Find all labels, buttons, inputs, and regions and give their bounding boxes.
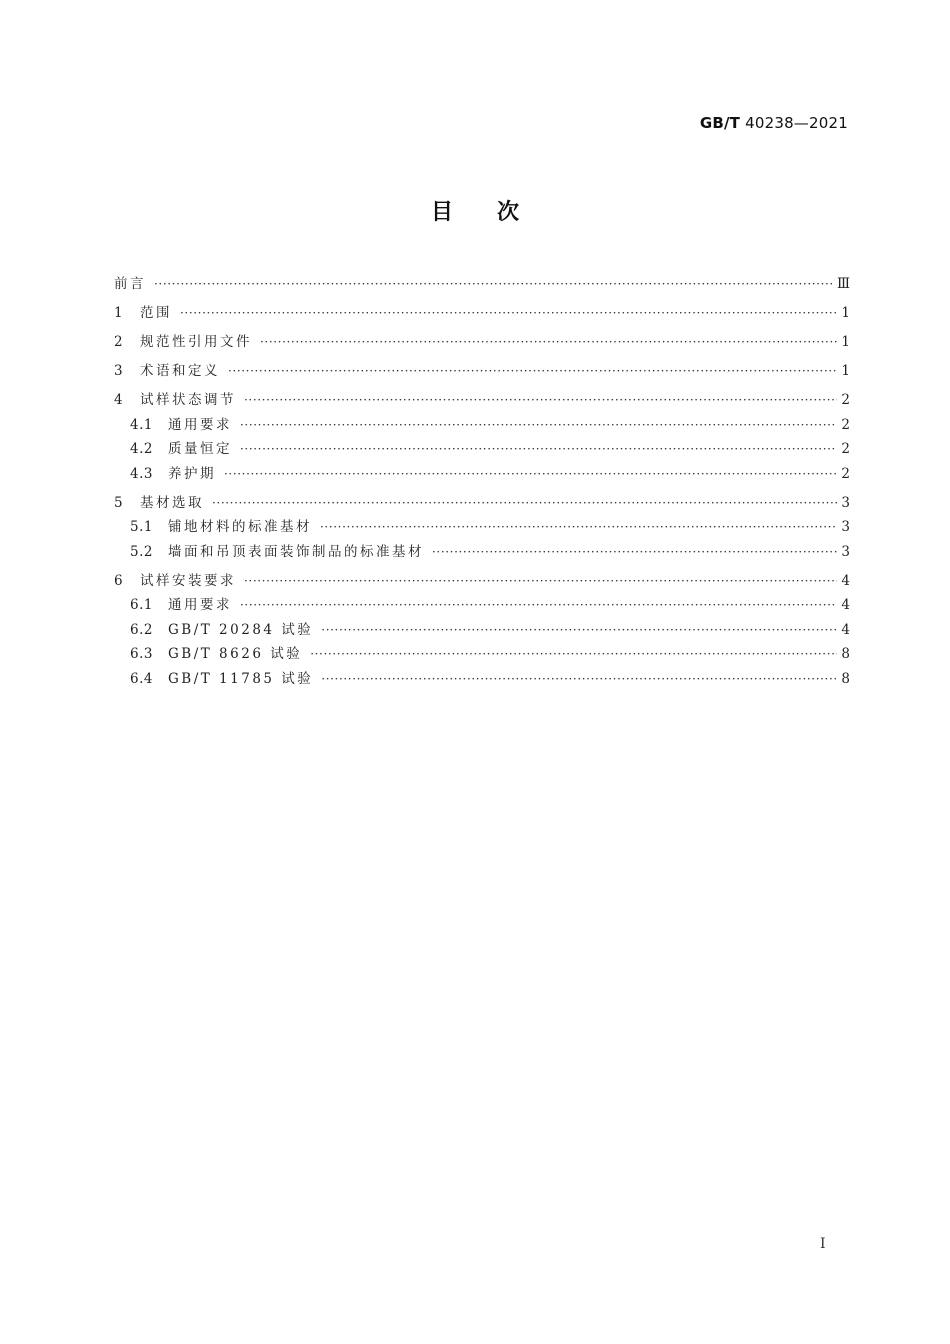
toc-dot-leader bbox=[321, 667, 837, 692]
toc-dot-leader bbox=[244, 388, 837, 413]
toc-entry-number: 6.1 bbox=[130, 597, 153, 613]
toc-entry-page: 4 bbox=[841, 621, 850, 638]
toc-entry[interactable] bbox=[114, 388, 850, 413]
toc-entry[interactable] bbox=[114, 540, 850, 565]
toc-dot-leader bbox=[260, 330, 837, 355]
toc-entry-number: 3 bbox=[114, 363, 124, 379]
toc-entry-number: 5.2 bbox=[130, 543, 153, 560]
toc-entry-page: 2 bbox=[841, 392, 850, 408]
toc-entry-label: 前言 bbox=[114, 276, 146, 292]
toc-entry[interactable] bbox=[114, 593, 850, 618]
toc-dot-leader bbox=[432, 540, 837, 565]
toc-entry-page: 3 bbox=[841, 543, 850, 560]
toc-entry-page: 2 bbox=[841, 416, 850, 433]
toc-entry-label: 试样安装要求 bbox=[140, 572, 236, 589]
toc-entry-number: 5 bbox=[114, 494, 124, 511]
page-title: 目次 bbox=[430, 200, 563, 225]
standard-code-number: 40238—2021 bbox=[745, 114, 848, 132]
toc-entry[interactable] bbox=[114, 618, 850, 643]
toc-entry[interactable] bbox=[114, 642, 850, 667]
standard-code-header bbox=[700, 114, 848, 132]
toc-entry-label: 基材选取 bbox=[140, 494, 204, 511]
toc-entry-label: 养护期 bbox=[168, 465, 216, 482]
toc-entry-page: 4 bbox=[841, 572, 850, 589]
toc-entry-label: GB/T 20284 试验 bbox=[168, 621, 314, 638]
toc-dot-leader bbox=[212, 491, 837, 516]
toc-entry-number: 4.3 bbox=[130, 465, 153, 482]
toc-entry[interactable] bbox=[114, 491, 850, 516]
toc-entry[interactable] bbox=[114, 569, 850, 594]
toc-entry[interactable] bbox=[114, 359, 850, 384]
toc-entry-page: Ⅲ bbox=[836, 276, 850, 292]
toc-entry-label: 通用要求 bbox=[168, 416, 232, 433]
toc-entry-page: 3 bbox=[841, 494, 850, 511]
toc-dot-leader bbox=[240, 593, 837, 618]
toc-entry-label: 墙面和吊顶表面装饰制品的标准基材 bbox=[168, 543, 424, 560]
toc-entry[interactable] bbox=[114, 462, 850, 487]
toc-entry-page: 2 bbox=[841, 465, 850, 482]
toc-entry[interactable] bbox=[114, 301, 850, 326]
toc-entry-page: 2 bbox=[841, 441, 850, 457]
toc-entry-number: 4.1 bbox=[130, 416, 153, 433]
toc-entry-label: 质量恒定 bbox=[168, 441, 232, 457]
toc-entry-number: 6 bbox=[114, 572, 124, 589]
toc-entry-number: 2 bbox=[114, 334, 124, 350]
toc-entry[interactable] bbox=[114, 437, 850, 462]
toc-entry-label: GB/T 8626 试验 bbox=[168, 646, 303, 662]
toc-entry-page: 3 bbox=[841, 519, 850, 535]
toc-dot-leader bbox=[240, 413, 837, 438]
toc-entry-number: 4.2 bbox=[130, 441, 153, 457]
toc-dot-leader bbox=[310, 642, 837, 667]
toc-entry-label: 铺地材料的标准基材 bbox=[168, 519, 312, 535]
toc-dot-leader bbox=[224, 462, 837, 487]
toc-entry-page: 8 bbox=[841, 670, 850, 687]
toc-entry-label: 通用要求 bbox=[168, 597, 232, 613]
standard-code-prefix: GB/T bbox=[699, 114, 741, 132]
toc-entry-label: 术语和定义 bbox=[140, 363, 220, 379]
toc-entry-number: 6.2 bbox=[130, 621, 153, 638]
toc-dot-leader bbox=[228, 359, 837, 384]
toc-entry[interactable] bbox=[114, 330, 850, 355]
toc-entry-page: 8 bbox=[841, 646, 850, 662]
toc-entry[interactable] bbox=[114, 667, 850, 692]
toc-dot-leader bbox=[320, 515, 837, 540]
toc-entry-number: 6.3 bbox=[130, 646, 153, 662]
toc-entry-page: 1 bbox=[841, 363, 850, 379]
toc-entry-label: 试样状态调节 bbox=[140, 392, 236, 408]
toc-entry-page: 1 bbox=[841, 305, 850, 321]
toc-entry-label: 规范性引用文件 bbox=[140, 334, 252, 350]
toc-entry[interactable] bbox=[114, 413, 850, 438]
toc-entry-label: GB/T 11785 试验 bbox=[168, 670, 314, 687]
toc-dot-leader bbox=[180, 301, 837, 326]
toc-entry[interactable] bbox=[114, 272, 850, 297]
page-number: I bbox=[820, 1236, 826, 1252]
toc-entry[interactable] bbox=[114, 515, 850, 540]
toc-dot-leader bbox=[244, 569, 837, 594]
toc-dot-leader bbox=[154, 272, 833, 297]
toc-dot-leader bbox=[321, 618, 837, 643]
toc-entry-number: 6.4 bbox=[130, 670, 153, 687]
toc-entry-page: 1 bbox=[841, 334, 850, 350]
toc-entry-number: 1 bbox=[114, 305, 124, 321]
toc-dot-leader bbox=[240, 437, 837, 462]
table-of-contents bbox=[114, 272, 850, 691]
toc-entry-number: 4 bbox=[114, 392, 124, 408]
toc-entry-page: 4 bbox=[841, 597, 850, 613]
toc-entry-label: 范围 bbox=[140, 305, 172, 321]
toc-entry-number: 5.1 bbox=[130, 519, 153, 535]
